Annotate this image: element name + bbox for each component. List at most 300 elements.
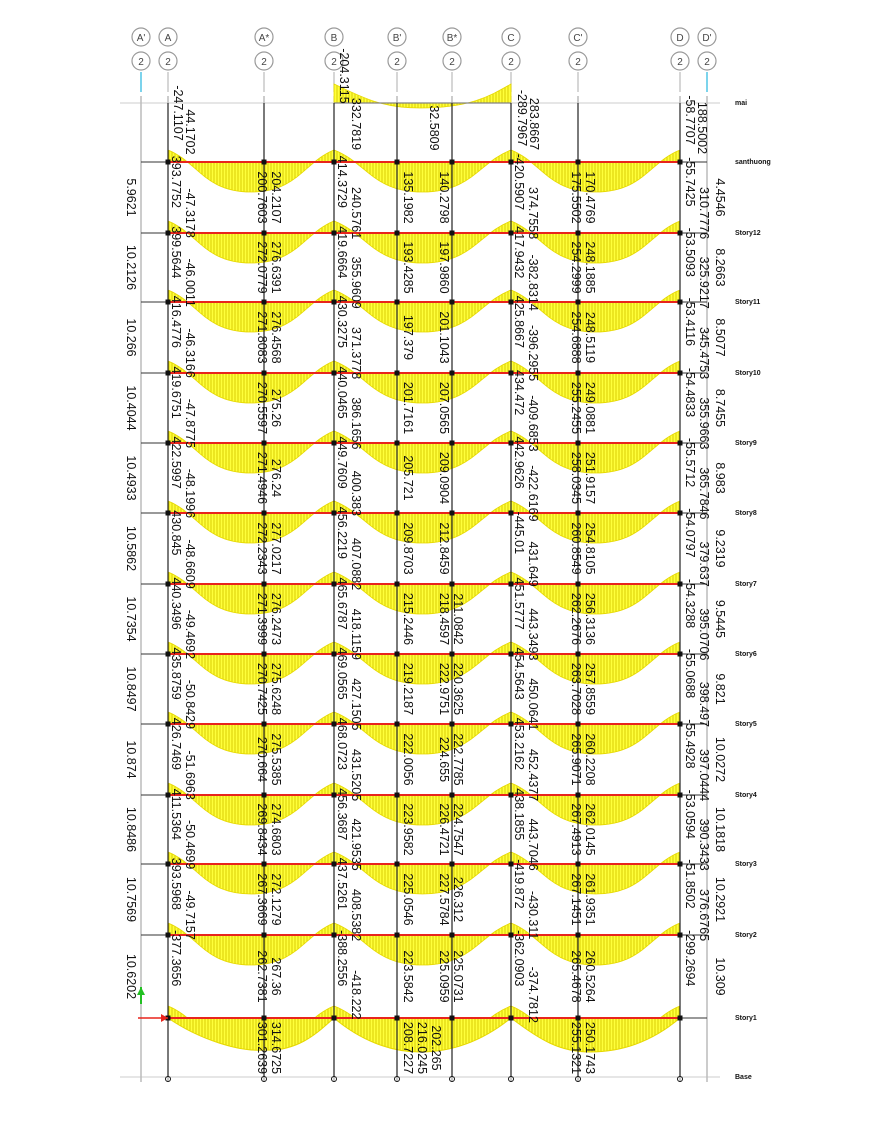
moment-value: 427.1505 [349, 678, 363, 731]
moment-value: 267.4913 [569, 803, 583, 856]
story-labels [735, 100, 771, 1081]
grid-label: A* [258, 33, 270, 44]
moment-value: -382.8314 [526, 254, 540, 311]
joint [450, 793, 455, 798]
moment-value: 456.3687 [335, 788, 349, 841]
moment-value: 397.0444 [697, 749, 711, 802]
moment-value: -409.6853 [526, 395, 540, 452]
grid-bubble [502, 28, 520, 92]
moment-value: 276.4568 [269, 311, 283, 364]
moment-value: 276.2473 [269, 592, 283, 646]
moment-value: 435.8759 [169, 647, 183, 700]
moment-area [168, 1018, 334, 1050]
story-label: Story7 [735, 581, 757, 588]
grid-label: B* [446, 33, 458, 44]
grid-sub-label: 2 [449, 57, 455, 68]
moment-value: 276.6391 [269, 241, 283, 294]
moment-value: 269.8434 [255, 803, 269, 856]
story-label: Story5 [735, 721, 757, 728]
grid-sub-label: 2 [575, 57, 581, 68]
joint [450, 160, 455, 165]
moment-value: -396.2955 [526, 324, 540, 382]
moment-value: 260.5264 [583, 950, 597, 1003]
joint [576, 793, 581, 798]
moment-value: -55.5712 [683, 437, 697, 488]
moment-value: 10.2126 [124, 244, 138, 291]
grid-sub-label: 2 [261, 57, 267, 68]
moment-value: -51.8502 [683, 859, 697, 909]
joint [450, 722, 455, 727]
moment-value: 135.1982 [401, 171, 415, 224]
grid-sub-label: 2 [508, 57, 514, 68]
moment-value: 442.9626 [512, 436, 526, 489]
moment-value: -48.6609 [183, 539, 197, 589]
moment-value: 270.7425 [255, 662, 269, 716]
moment-value: 332.7819 [349, 97, 363, 151]
moment-value: -53.5093 [683, 227, 697, 277]
grid-sub-label: 2 [677, 57, 683, 68]
moment-value: 262.7381 [255, 950, 269, 1003]
moment-value: 216.0245 [415, 1021, 429, 1075]
moment-value: -374.7812 [526, 966, 540, 1023]
grid-bubble [698, 28, 716, 92]
joint [395, 582, 400, 587]
moment-value: 226.312 [451, 876, 465, 923]
moment-value: 275.6248 [269, 662, 283, 716]
joint [678, 441, 683, 446]
joint [262, 933, 267, 938]
moment-value: -299.2694 [683, 930, 697, 987]
joint [395, 652, 400, 657]
moment-value: -55.0688 [683, 648, 697, 699]
moment-value: 251.9157 [583, 451, 597, 505]
grid-sub-label: 2 [704, 57, 710, 68]
moment-value: 32.5809 [427, 105, 441, 151]
moment-value: 450.0641 [526, 678, 540, 731]
joint [262, 160, 267, 165]
joint [576, 862, 581, 867]
moment-value: 411.5364 [169, 788, 183, 840]
moment-value: 250.1743 [583, 1021, 597, 1075]
moment-value: -51.6963 [183, 750, 197, 800]
moment-value: 175.5502 [569, 171, 583, 224]
moment-value: 451.5777 [512, 577, 526, 630]
grid-sub-label: 2 [331, 57, 337, 68]
moment-value: 10.874 [124, 740, 138, 779]
moment-value: 267.36 [269, 957, 283, 996]
grid-label: A [164, 33, 172, 44]
moment-value: 430.845 [169, 510, 183, 556]
moment-value: -388.2556 [335, 930, 349, 987]
moment-value: 355.9663 [697, 397, 711, 450]
moment-value: 10.4933 [124, 455, 138, 501]
joint [678, 300, 683, 305]
moment-value: 390.3433 [697, 818, 711, 871]
moment-area [168, 150, 334, 192]
moment-value: 272.0779 [255, 241, 269, 294]
moment-value: 4.4546 [713, 178, 727, 217]
moment-value: 283.8667 [527, 97, 541, 151]
moment-value: 443.3493 [526, 608, 540, 661]
moment-value: 10.5862 [124, 525, 138, 572]
moment-value: 255.2455 [569, 381, 583, 435]
moment-value: 193.4285 [401, 241, 415, 294]
moment-value: 224.7547 [451, 803, 465, 856]
moment-value: 400.383 [349, 470, 363, 516]
moment-value: -46.0011 [183, 258, 197, 307]
moment-value: 10.6202 [124, 953, 138, 1000]
moment-value: 9.2319 [713, 529, 727, 568]
story-label: Story11 [735, 299, 761, 306]
joint [576, 722, 581, 727]
moment-value: 223.9582 [401, 803, 415, 856]
moment-value: -55.4928 [683, 719, 697, 769]
moment-value: 5.9621 [124, 178, 138, 217]
grid-bubble [443, 28, 461, 92]
moment-value: 201.1043 [437, 311, 451, 364]
moment-value: 275.5385 [269, 733, 283, 786]
moment-area [334, 150, 511, 192]
joint [262, 300, 267, 305]
story-label: Story2 [735, 932, 757, 939]
moment-value: 212.8459 [437, 522, 451, 575]
moment-value: 254.6888 [569, 311, 583, 364]
joint [576, 371, 581, 376]
moment-value: 10.8497 [124, 666, 138, 712]
moment-value: 8.7455 [713, 388, 727, 428]
moment-value: 9.5445 [713, 599, 727, 639]
joint [450, 862, 455, 867]
moment-value: -418.222 [349, 970, 363, 1020]
moment-value: 399.5644 [169, 226, 183, 279]
moment-value: 431.5205 [349, 749, 363, 802]
joint [262, 371, 267, 376]
moment-value: 222.0056 [401, 733, 415, 786]
joint [576, 1016, 581, 1021]
moment-value: -247.1107 [171, 85, 185, 141]
moment-value: 240.5761 [349, 187, 363, 240]
moment-value: 271.3999 [255, 592, 269, 646]
moment-value: -54.3288 [683, 578, 697, 629]
grid-sub-label: 2 [394, 57, 400, 68]
moment-value: 272.1279 [269, 873, 283, 926]
moment-value: 227.5784 [437, 873, 451, 926]
joint [395, 441, 400, 446]
grid-bubble [388, 28, 406, 92]
joint [395, 862, 400, 867]
joint [678, 231, 683, 236]
moment-value: 275.26 [269, 388, 283, 428]
joint [395, 231, 400, 236]
joint [576, 300, 581, 305]
moment-value: 437.5261 [335, 857, 349, 910]
joint [450, 511, 455, 516]
joint [262, 793, 267, 798]
moment-value: 310.7776 [697, 187, 711, 240]
joint [450, 231, 455, 236]
moment-value: 223.5842 [401, 950, 415, 1003]
joint [395, 371, 400, 376]
moment-value: 271.4946 [255, 451, 269, 505]
moment-value: 395.0706 [697, 608, 711, 661]
moment-value: 314.6725 [269, 1021, 283, 1075]
joint [678, 933, 683, 938]
moment-value: -55.7425 [683, 157, 697, 207]
moment-values [124, 48, 727, 1074]
moment-value: 248.1885 [583, 241, 597, 294]
joint [450, 1016, 455, 1021]
moment-value: 10.0272 [713, 736, 727, 783]
joint [395, 300, 400, 305]
moment-value: 425.8667 [512, 295, 526, 348]
joint [450, 582, 455, 587]
moment-value: 10.8486 [124, 806, 138, 853]
moment-value: -419.872 [512, 859, 526, 909]
grid-label: B' [392, 33, 402, 44]
joint [395, 933, 400, 938]
moment-value: 140.2798 [437, 171, 451, 224]
joint [395, 160, 400, 165]
grid-bubble [159, 28, 177, 92]
moment-value: 209.8703 [401, 522, 415, 575]
moment-value: 419.6751 [169, 366, 183, 419]
joint [262, 511, 267, 516]
grid-bubbles [132, 28, 716, 92]
joint [576, 582, 581, 587]
joint [262, 1016, 267, 1021]
moment-value: 226.4721 [437, 803, 451, 856]
joint [395, 722, 400, 727]
moment-value: 453.2162 [512, 717, 526, 770]
moment-value: 202.265 [429, 1025, 443, 1071]
grid-bubble [132, 28, 150, 92]
story-label: Story3 [735, 861, 757, 868]
story-label: Story8 [735, 510, 757, 517]
moment-value: -377.3656 [169, 930, 183, 987]
moment-value: 422.5997 [169, 436, 183, 489]
joint [450, 371, 455, 376]
moment-value: 272.2343 [255, 522, 269, 575]
moment-value: 207.0565 [437, 381, 451, 435]
moment-value: 208.7227 [401, 1021, 415, 1075]
moment-value: -49.4692 [183, 609, 197, 660]
moment-value: 262.2676 [569, 592, 583, 646]
grid-label: C [507, 33, 515, 44]
moment-value: 209.0904 [437, 451, 451, 505]
moment-value: 197.9860 [437, 241, 451, 294]
joint [678, 371, 683, 376]
joint [450, 652, 455, 657]
moment-value: -430.311 [526, 890, 540, 940]
joint [262, 231, 267, 236]
moment-value: 418.1159 [349, 608, 363, 661]
moment-value: 211.0842 [451, 593, 465, 645]
moment-value: 398.497 [697, 681, 711, 727]
joint [262, 441, 267, 446]
moment-value: 225.0731 [451, 950, 465, 1003]
story-label: Story1 [735, 1015, 757, 1022]
moment-value: 170.4769 [583, 171, 597, 224]
moment-value: 301.2639 [255, 1021, 269, 1075]
joint [450, 441, 455, 446]
moment-value: 416.4776 [169, 295, 183, 348]
moment-value: 438.1855 [512, 788, 526, 841]
moment-value: -49.7157 [183, 890, 197, 940]
moment-value: 365.7846 [697, 467, 711, 520]
moment-value: 197.379 [401, 314, 415, 361]
moment-value: 258.0345 [569, 451, 583, 505]
moment-value: 10.1818 [713, 806, 727, 853]
moment-value: -422.6169 [526, 465, 540, 522]
moment-value: 267.1451 [569, 873, 583, 926]
moment-value: 222.9751 [437, 662, 451, 716]
joint [678, 722, 683, 727]
moment-value: -48.1996 [183, 468, 197, 519]
moment-value: -50.8429 [183, 679, 197, 730]
moment-value: -47.3178 [183, 188, 197, 238]
moment-value: 8.983 [713, 462, 727, 494]
moment-value: 374.7558 [526, 187, 540, 240]
moment-value: 10.309 [713, 957, 727, 996]
moment-value: 270.5597 [255, 381, 269, 435]
grid-bubble [255, 28, 273, 92]
story-label: Story12 [735, 230, 761, 237]
joint [678, 793, 683, 798]
moment-value: 254.8105 [583, 522, 597, 575]
moment-value: 222.7785 [451, 733, 465, 786]
moment-value: 265.4678 [569, 950, 583, 1003]
moment-value: -54.4833 [683, 367, 697, 418]
story-label: mai [735, 100, 748, 107]
moment-value: 9.821 [713, 673, 727, 705]
moment-value: 219.2187 [401, 662, 415, 716]
moment-value: 260.2208 [583, 733, 597, 786]
moment-value: 454.5643 [512, 647, 526, 700]
story-label: Story6 [735, 651, 757, 658]
moment-value: 440.3496 [169, 577, 183, 630]
moment-value: 254.2999 [569, 241, 583, 294]
moment-value: 277.0217 [269, 522, 283, 575]
moment-value: 417.9432 [512, 226, 526, 279]
moment-value: 10.7354 [124, 596, 138, 642]
joint [678, 511, 683, 516]
moment-value: 379.637 [697, 541, 711, 587]
moment-value: 456.2219 [335, 506, 349, 559]
joint [576, 652, 581, 657]
moment-value: 204.2107 [269, 171, 283, 224]
joint [395, 793, 400, 798]
moment-value: 10.7569 [124, 876, 138, 923]
moment-value: 201.7161 [401, 381, 415, 435]
moment-value: 265.9071 [569, 733, 583, 786]
moment-value: 218.4597 [437, 592, 451, 646]
moment-value: -54.0797 [683, 508, 697, 558]
joint [678, 652, 683, 657]
moment-value: 426.7469 [169, 717, 183, 770]
moment-value: 371.3778 [349, 327, 363, 380]
moment-value: 386.1656 [349, 397, 363, 450]
joint [576, 511, 581, 516]
joint [395, 511, 400, 516]
moment-fills [168, 84, 680, 1052]
moment-value: 407.0882 [349, 538, 363, 591]
moment-value: 440.0465 [335, 366, 349, 419]
joint [576, 933, 581, 938]
moment-value: 449.7609 [335, 436, 349, 489]
moment-value: -53.4116 [683, 297, 697, 347]
moment-value: 468.0723 [335, 717, 349, 770]
joint [450, 933, 455, 938]
moment-value: -58.7707 [683, 95, 697, 145]
moment-value: 276.24 [269, 458, 283, 498]
grid-bubble [569, 28, 587, 92]
story-label: Story10 [735, 370, 761, 377]
grid-label: A' [136, 33, 146, 44]
moment-value: -50.4699 [183, 820, 197, 870]
moment-value: 260.8549 [569, 522, 583, 575]
joint [332, 1016, 337, 1021]
moment-value: 8.2663 [713, 248, 727, 287]
moment-value: 430.3275 [335, 295, 349, 348]
moment-value: -362.0903 [512, 930, 526, 987]
story-label: Story4 [735, 792, 757, 799]
story-label: Story9 [735, 440, 757, 447]
moment-value: -47.8775 [183, 398, 197, 449]
moment-value: 200.7603 [255, 171, 269, 224]
moment-value: -53.0594 [683, 789, 697, 839]
moment-value: 271.8083 [255, 311, 269, 364]
moment-value: 255.1321 [569, 1021, 583, 1075]
moment-value: 270.664 [255, 736, 269, 783]
moment-value: 355.9609 [349, 256, 363, 309]
moment-value: 434.472 [512, 370, 526, 416]
joint [262, 722, 267, 727]
moment-value: 10.4044 [124, 385, 138, 431]
moment-value: 325.9217 [697, 256, 711, 309]
joint [450, 300, 455, 305]
joint [262, 862, 267, 867]
moment-value: 249.0881 [583, 381, 597, 435]
moment-value: 408.5382 [349, 889, 363, 942]
moment-value: 376.6765 [697, 889, 711, 942]
joint [576, 160, 581, 165]
moment-value: 261.9351 [583, 873, 597, 926]
moment-value: -204.3115 [337, 48, 351, 104]
moment-value: 224.655 [437, 736, 451, 783]
moment-value: 10.2921 [713, 876, 727, 923]
moment-value: 414.3729 [335, 155, 349, 208]
moment-value: 225.0546 [401, 873, 415, 926]
joint [395, 1016, 400, 1021]
moment-value: 257.8559 [583, 662, 597, 716]
moment-value: 274.6803 [269, 803, 283, 856]
grid-label: D' [702, 33, 712, 44]
moment-value: -46.3166 [183, 328, 197, 378]
moment-value: 8.5077 [713, 318, 727, 357]
grid-label: B [330, 33, 338, 44]
grid-label: C' [573, 33, 583, 44]
moment-value: 469.0565 [335, 647, 349, 700]
moment-value: 248.5119 [583, 311, 597, 364]
grid-sub-label: 2 [138, 57, 144, 68]
joint [262, 652, 267, 657]
moment-value: 443.7046 [526, 818, 540, 871]
grid-bubble [671, 28, 689, 92]
moment-value: -420.5907 [512, 153, 526, 211]
moment-value: 263.7028 [569, 662, 583, 716]
joint [576, 441, 581, 446]
moment-value: 421.9535 [349, 818, 363, 871]
